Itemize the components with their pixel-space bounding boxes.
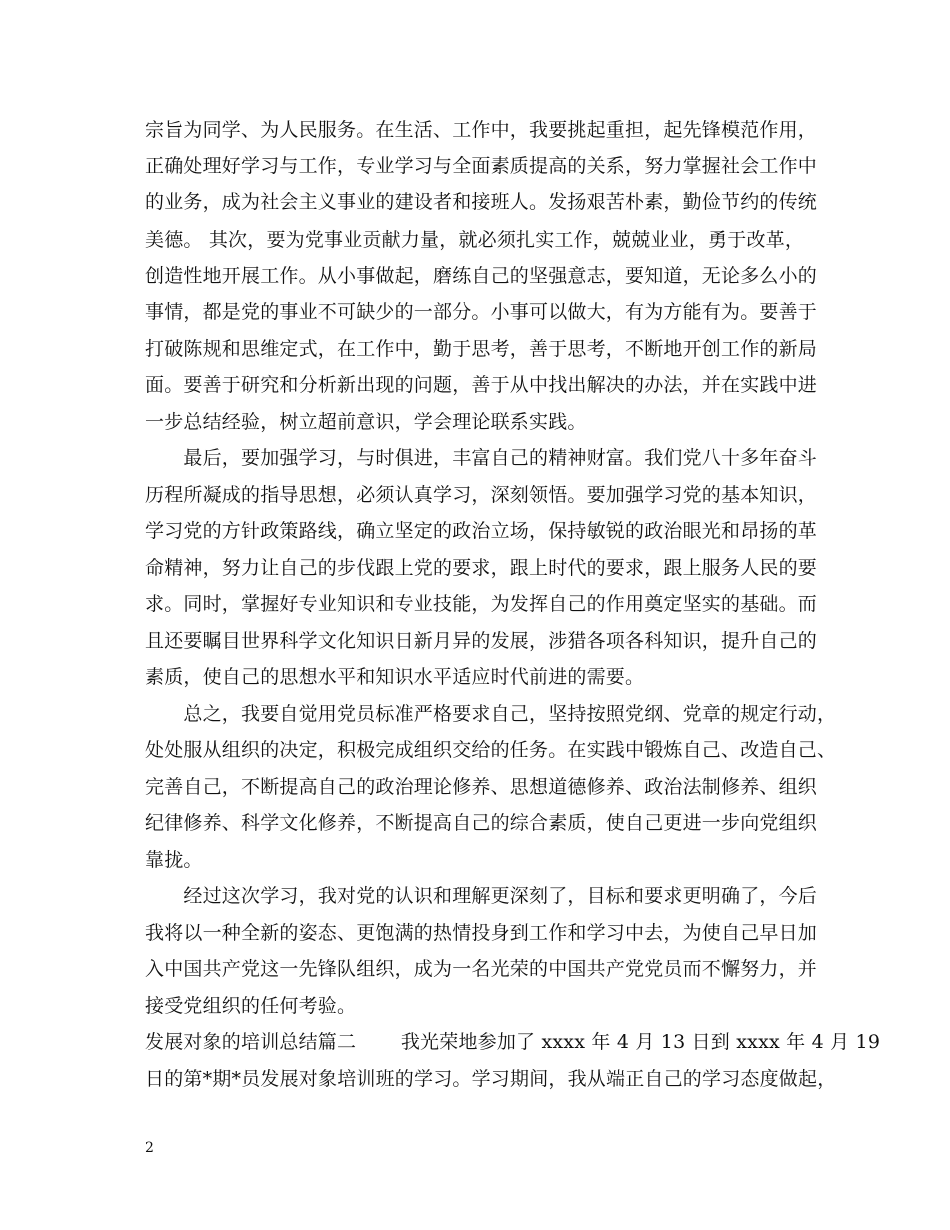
- text-line: 总之，我要自觉用党员标准严格要求自己，坚持按照党纲、党章的规定行动，: [145, 703, 837, 725]
- text-line: 的业务，成为社会主义事业的建设者和接班人。发扬艰苦朴素，勤俭节约的传统: [145, 191, 818, 213]
- text-line: 日的第*期*员发展对象培训班的学习。学习期间，我从端正自己的学习态度做起，: [145, 1068, 837, 1090]
- text-line: 命精神，努力让自己的步伐跟上党的要求，跟上时代的要求，跟上服务人民的要: [145, 557, 818, 579]
- text-line: 求。同时，掌握好专业知识和专业技能，为发挥自己的作用奠定坚实的基础。而: [145, 593, 818, 615]
- text-line: 完善自己，不断提高自己的政治理论修养、思想道德修养、政治法制修养、组织: [145, 776, 818, 798]
- text-line: 处处服从组织的决定，积极完成组织交给的任务。在实践中锻炼自己、改造自己、: [145, 739, 837, 761]
- text-line: 面。要善于研究和分析新出现的问题，善于从中找出解决的办法，并在实践中进: [145, 374, 818, 396]
- text-line: 接受党组织的任何考验。: [145, 995, 357, 1017]
- text-line: 美德。 其次，要为党事业贡献力量，就必须扎实工作，兢兢业业，勇于改革，: [145, 229, 805, 251]
- text-line: 素质，使自己的思想水平和知识水平适应时代前进的需要。: [145, 666, 645, 688]
- text-line: 且还要瞩目世界科学文化知识日新月异的发展，涉猎各项各科知识，提升自己的: [145, 630, 818, 652]
- text-line: 纪律修养、科学文化修养，不断提高自己的综合素质，使自己更进一步向党组织: [145, 812, 818, 834]
- text-line: 经过这次学习，我对党的认识和理解更深刻了，目标和要求更明确了，今后: [145, 885, 818, 907]
- text-line: 宗旨为同学、为人民服务。在生活、工作中，我要挑起重担，起先锋模范作用，: [145, 119, 818, 141]
- text-line: 最后，要加强学习，与时俱进，丰富自己的精神财富。我们党八十多年奋斗: [145, 447, 818, 469]
- text-line: 创造性地开展工作。从小事做起，磨练自己的坚强意志，要知道，无论多么小的: [145, 265, 818, 287]
- text-line: 我将以一种全新的姿态、更饱满的热情投身到工作和学习中去，为使自己早日加: [145, 922, 818, 944]
- text-line: 打破陈规和思维定式，在工作中，勤于思考，善于思考，不断地开创工作的新局: [145, 338, 818, 360]
- text-line: 正确处理好学习与工作，专业学习与全面素质提高的关系，努力掌握社会工作中: [145, 155, 818, 177]
- text-line: 历程所凝成的指导思想，必须认真学习，深刻领悟。要加强学习党的基本知识，: [145, 484, 818, 506]
- page-number: 2: [145, 1140, 154, 1156]
- text-line: 入中国共产党这一先锋队组织，成为一名光荣的中国共产党党员而不懈努力，并: [145, 958, 818, 980]
- text-line: 事情，都是党的事业不可缺少的一部分。小事可以做大，有为方能有为。要善于: [145, 301, 818, 323]
- text-line: 靠拢。: [145, 849, 203, 871]
- text-line: 发展对象的培训总结篇二 我光荣地参加了 xxxx 年 4 月 13 日到 xxxx 年 4 月 19: [145, 1031, 881, 1053]
- text-line: 学习党的方针政策路线，确立坚定的政治立场，保持敏锐的政治眼光和昂扬的革: [145, 520, 818, 542]
- text-line: 一步总结经验，树立超前意识，学会理论联系实践。: [145, 411, 587, 433]
